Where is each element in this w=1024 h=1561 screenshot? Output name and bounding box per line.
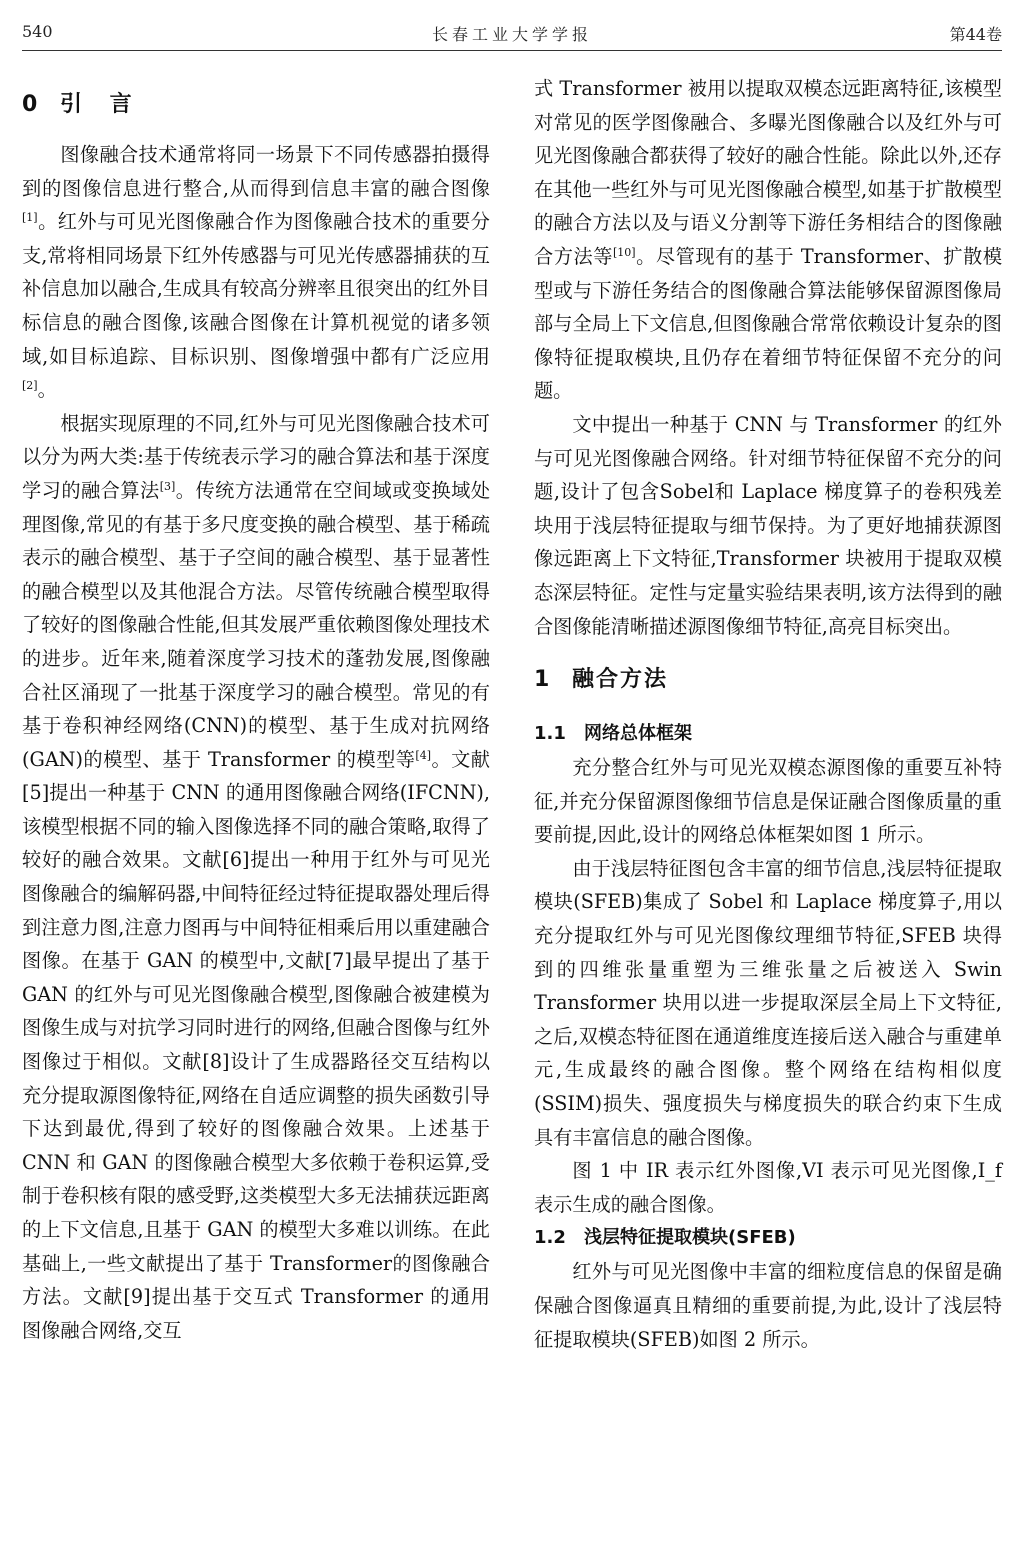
paragraph: 由于浅层特征图包含丰富的细节信息,浅层特征提取模块(SFEB)集成了 Sobel 和 Laplace 梯度算子,用以充分提取红外与可见光图像纹理细节特征,SFEB 块得到的四维张量重塑为三维张量之后被送入 Swin Transformer 块用以进一步提取深层全局上下文特征,之后,双模态特征图在通道维度连接后送入融合与重建单元,生成最终的融合图像。整个网络在结构相似度(SSIM)损失、强度损失与梯度损失的联合约束下生成具有丰富信息的融合图像。 xyxy=(534,856,1002,1149)
citation: [1] xyxy=(22,211,38,225)
section-title: 融合方法 xyxy=(572,667,669,693)
paragraph: 式 Transformer 被用以提取双模态远距离特征,该模型对常见的医学图像融合、多曝光图像融合以及红外与可见光图像融合都获得了较好的融合性能。除此以外,还存在其他一些红外与可见光图像融合模型,如基于扩散模型的融合方法以及与语义分割等下游任务相结合的图像融合方法等[10]。尽管现有的基于 Transformer、扩散模型或与下游任务结合的图像融合算法能够保留源图像局部与全局上下文信息,但图像融合常常依赖设计复杂的图像特征提取模块,且仍存在着细节特征保留不充分的问题。 xyxy=(534,77,1003,403)
subsection-number: 1.1 xyxy=(534,723,566,745)
subsection-heading-1-2 xyxy=(534,1221,1002,1255)
paragraph: 文中提出一种基于 CNN 与 Transformer 的红外与可见光图像融合网络。针对细节特征保留不充分的问题,设计了包含Sobel和 Laplace 梯度算子的卷积残差块用于浅层特征提取与细节保持。为了更好地捕获源图像远距离上下文特征,Transformer 块被用于提取双模态深层特征。定性与定量实验结果表明,该方法得到的融合图像能清晰描述源图像细节特征,高亮目标突出。 xyxy=(534,412,1002,638)
journal-name: 长春工业大学学报 xyxy=(431,25,592,44)
paragraph: 根据实现原理的不同,红外与可见光图像融合技术可以分为两大类:基于传统表示学习的融合算法和基于深度学习的融合算法[3]。传统方法通常在空间域或变换域处理图像,常见的有基于多尺度变换的融合模型、基于稀疏表示的融合模型、基于子空间的融合模型、基于显著性的融合模型以及其他混合方法。尽管传统融合模型取得了较好的图像融合性能,但其发展严重依赖图像处理技术的进步。近年来,随着深度学习技术的蓬勃发展,图像融合社区涌现了一批基于深度学习的融合模型。常见的有基于卷积神经网络(CNN)的模型、基于生成对抗网络(GAN)的模型、基于 Transformer 的模型等[4]。文献[5]提出一种基于 CNN 的通用图像融合网络(IFCNN),该模型根据不同的输入图像选择不同的融合策略,取得了较好的融合效果。文献[6]提出一种用于红外与可见光图像融合的编解码器,中间特征经过特征提取器处理后得到注意力图,注意力图再与中间特征相乘后用以重建融合图像。在基于 GAN 的模型中,文献[7]最早提出了基于 GAN 的红外与可见光图像融合模型,图像融合被建模为图像生成与对抗学习同时进行的网络,但融合图像与红外图像过于相似。文献[8]设计了生成器路径交互结构以充分提取源图像特征,网络在自适应调整的损失函数引导下达到最优,得到了较好的图像融合效果。上述基于 CNN 和 GAN 的图像融合模型大多依赖于卷积运算,受制于卷积核有限的感受野,这类模型大多无法捕获远距离的上下文信息,且基于 GAN 的模型大多难以训练。在此基础上,一些文献提出了基于 Transformer的图像融合方法。文献[9]提出基于交互式 Transformer 的通用图像融合网络,交互 xyxy=(22,411,491,1342)
section-heading-method xyxy=(534,643,1002,717)
left-column xyxy=(22,72,490,1347)
section-number: 1 xyxy=(534,667,550,693)
page-number: 540 xyxy=(22,22,53,41)
subsection-title: 浅层特征提取模块(SFEB) xyxy=(584,1227,796,1249)
section-title: 引 言 xyxy=(60,92,142,117)
paragraph: 红外与可见光图像中丰富的细粒度信息的保留是确保融合图像逼真且精细的重要前提,为此,设计了浅层特征提取模块(SFEB)如图 2 所示。 xyxy=(534,1260,1002,1351)
paragraph: 图 1 中 IR 表示红外图像,VI 表示可见光图像,I_f 表示生成的融合图像。 xyxy=(534,1159,1002,1216)
citation: [2] xyxy=(22,379,38,393)
running-header xyxy=(22,18,1002,44)
section-number: 0 xyxy=(22,92,38,117)
right-column xyxy=(534,72,1002,1356)
paragraph: 图像融合技术通常将同一场景下不同传感器拍摄得到的图像信息进行整合,从而得到信息丰富的融合图像[1]。红外与可见光图像融合作为图像融合技术的重要分支,常将相同场景下红外传感器与可见光传感器捕获的互补信息加以融合,生成具有较高分辨率且很突出的红外目标信息的融合图像,该融合图像在计算机视觉的诸多领域,如目标追踪、目标识别、图像增强中都有广泛应用[2]。 xyxy=(22,143,490,402)
citation: [3] xyxy=(159,479,176,493)
header-rule xyxy=(22,50,1002,51)
citation: [10] xyxy=(613,245,636,259)
citation: [4] xyxy=(415,748,431,762)
volume-label: 第44卷 xyxy=(949,25,1002,44)
subsection-number: 1.2 xyxy=(534,1227,566,1249)
subsection-title: 网络总体框架 xyxy=(584,723,692,745)
subsection-heading-1-1 xyxy=(534,717,1002,751)
section-heading-intro xyxy=(22,72,490,138)
paragraph: 充分整合红外与可见光双模态源图像的重要互补特征,并充分保留源图像细节信息是保证融合图像质量的重要前提,因此,设计的网络总体框架如图 1 所示。 xyxy=(534,756,1002,847)
